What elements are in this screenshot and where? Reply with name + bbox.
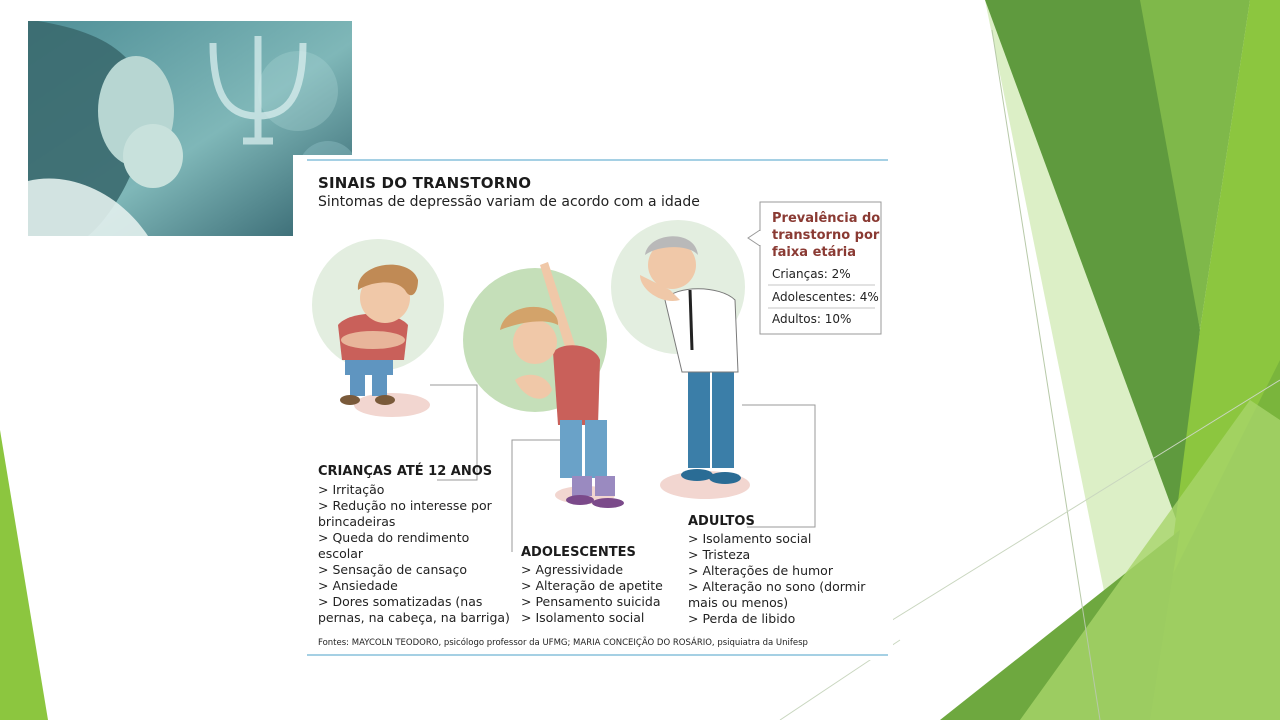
children-item: > Redução no interesse por <box>318 498 492 513</box>
prevalence-row-children: Crianças: 2% <box>772 267 851 281</box>
prevalence-row-adults: Adultos: 10% <box>772 312 852 326</box>
children-item: > Ansiedade <box>318 578 398 593</box>
adults-item: > Alteração no sono (dormir <box>688 579 866 594</box>
adults-item: > Isolamento social <box>688 531 812 546</box>
children-item: > Dores somatizadas (nas <box>318 594 483 609</box>
children-item: brincadeiras <box>318 514 396 529</box>
children-item: > Queda do rendimento <box>318 530 470 545</box>
prevalence-title: Prevalência do transtorno por faixa etária <box>772 211 881 260</box>
adolescents-item: > Pensamento suicida <box>521 594 661 609</box>
source-note: Fontes: MAYCOLN TEODORO, psicólogo professor da UFMG; MARIA CONCEIÇÃO DO ROSÁRIO, psiquiatra da Unifesp <box>318 638 808 648</box>
prevalence-row-adolescents: Adolescentes: 4% <box>772 290 879 304</box>
adolescents-item: > Isolamento social <box>521 610 645 625</box>
children-item: escolar <box>318 546 363 561</box>
children-item: > Irritação <box>318 482 385 497</box>
infographic-subtitle: Sintomas de depressão variam de acordo com a idade <box>318 194 700 210</box>
adults-item: > Alterações de humor <box>688 563 833 578</box>
adults-item: > Perda de libido <box>688 611 796 626</box>
adults-item: mais ou menos) <box>688 595 789 610</box>
adolescents-item: > Alteração de apetite <box>521 578 663 593</box>
adults-item: > Tristeza <box>688 547 751 562</box>
adolescents-heading: ADOLESCENTES <box>521 545 636 560</box>
children-item: pernas, na cabeça, na barriga) <box>318 610 510 625</box>
children-item: > Sensação de cansaço <box>318 562 468 577</box>
adults-heading: ADULTOS <box>688 514 755 529</box>
adolescents-item: > Agressividade <box>521 562 624 577</box>
infographic-title: SINAIS DO TRANSTORNO <box>318 174 532 192</box>
children-heading: CRIANÇAS ATÉ 12 ANOS <box>318 464 493 479</box>
